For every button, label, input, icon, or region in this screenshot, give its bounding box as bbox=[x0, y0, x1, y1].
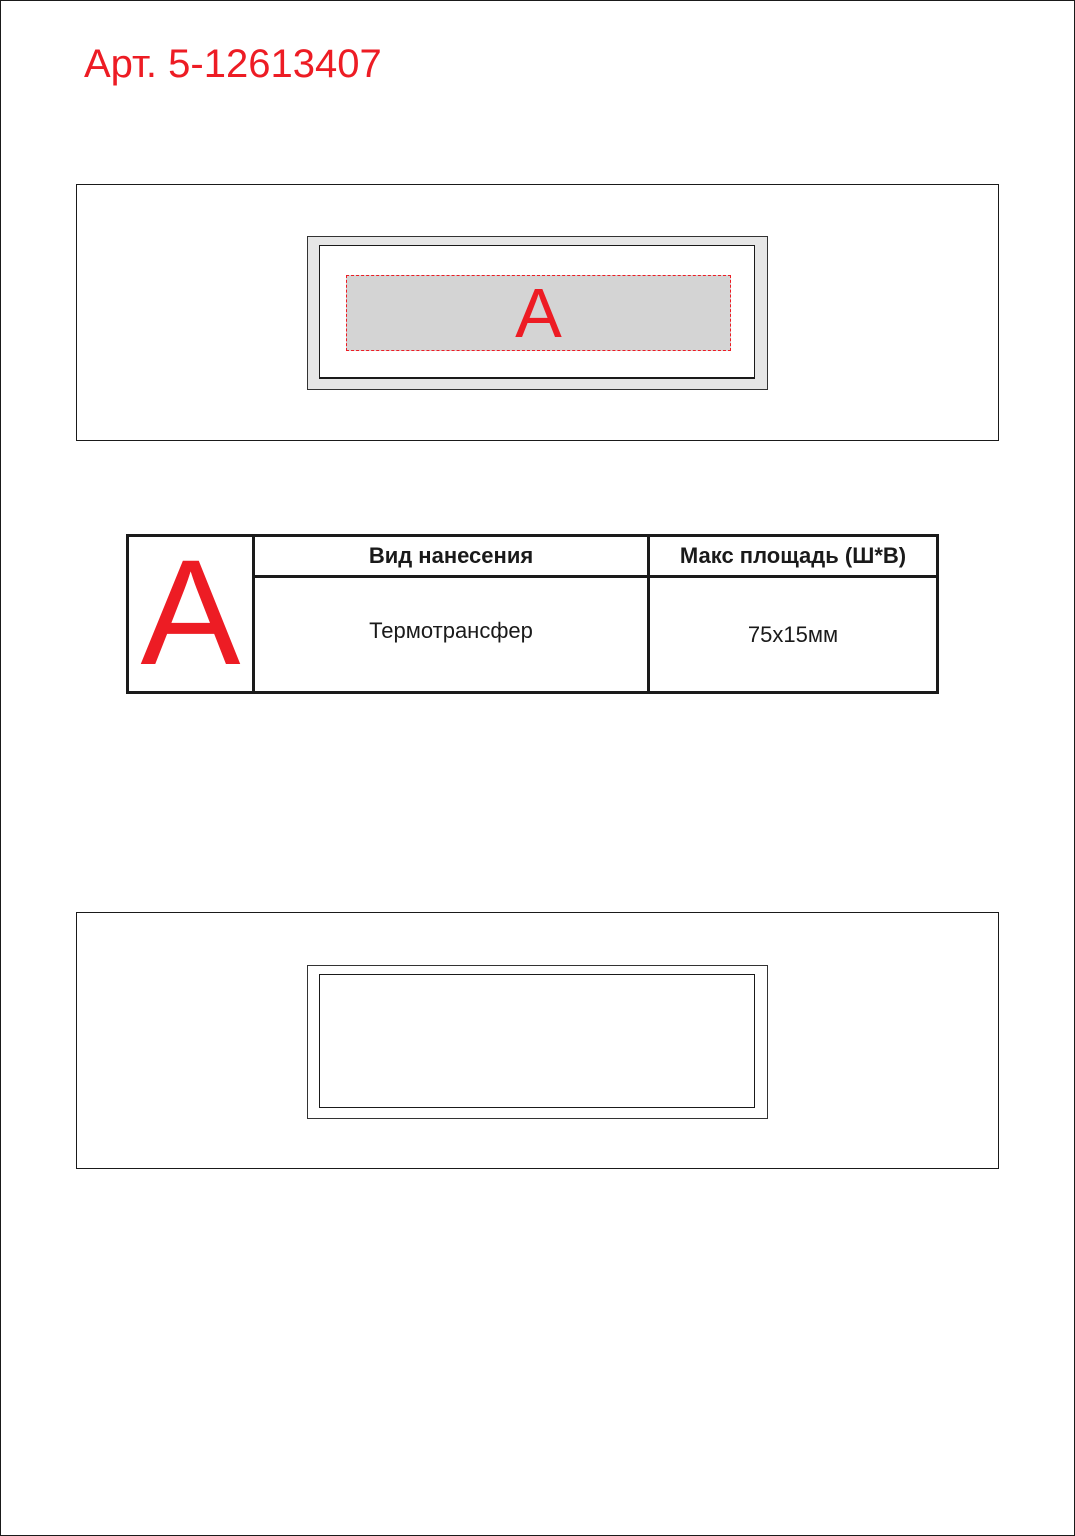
label-face bbox=[319, 245, 755, 379]
print-zone-a bbox=[346, 275, 731, 351]
area-value: 75x15мм bbox=[649, 577, 938, 693]
zone-letter: A bbox=[140, 535, 241, 693]
method-header: Вид нанесения bbox=[254, 536, 649, 577]
print-zone-letter: A bbox=[515, 274, 562, 352]
method-cell bbox=[254, 577, 649, 693]
label-outline bbox=[307, 236, 768, 390]
zone-letter-cell bbox=[128, 536, 254, 693]
print-spec-table bbox=[126, 534, 939, 694]
article-number: Арт. 5-12613407 bbox=[84, 42, 382, 86]
blank-label-outline bbox=[307, 965, 768, 1119]
print-layout-panel bbox=[76, 184, 999, 441]
blank-layout-panel bbox=[76, 912, 999, 1169]
area-header: Макс площадь (Ш*В) bbox=[649, 536, 938, 577]
blank-label-face bbox=[319, 974, 755, 1108]
method-value: Термотрансфер bbox=[369, 617, 533, 643]
